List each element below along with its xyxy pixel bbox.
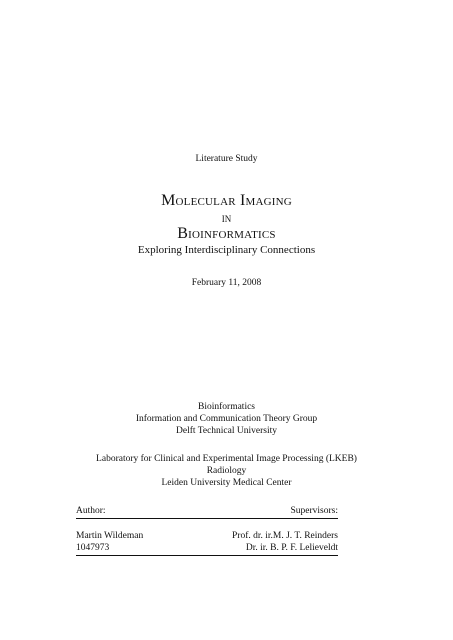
header-rule [76,518,338,519]
title-line-2: in [221,210,232,225]
supervisor-2: Dr. ir. B. P. F. Lelieveldt [245,543,338,553]
author-name: Martin Wildeman [76,531,144,541]
affiliation-2-line-1: Laboratory for Clinical and Experimental Image Processing (LKEB) [96,454,357,464]
affiliation-2-line-2: Radiology [206,466,247,476]
people-header-row [76,505,338,517]
supervisor-1: Prof. dr. ir.M. J. T. Reinders [232,531,338,541]
affiliation-1-line-3: Delft Technical University [176,426,277,436]
affiliation-1-line-1: Bioinformatics [198,402,255,412]
author-label: Author: [76,506,106,516]
affiliation-1-line-2: Information and Communication Theory Group [135,414,318,424]
people-row-1 [76,530,338,542]
title-line-3: Bioinformatics [177,225,276,242]
supervisors-label: Supervisors: [290,506,338,516]
study-type: Literature Study [195,154,258,164]
affiliation-2-line-3: Leiden University Medical Center [161,478,292,488]
date: February 11, 2008 [191,278,262,288]
footer-rule [76,555,338,556]
author-id: 1047973 [76,543,110,553]
title-line-1: Molecular Imaging [161,192,292,209]
people-row-2 [76,542,338,554]
subtitle: Exploring Interdisciplinary Connections [137,244,316,256]
